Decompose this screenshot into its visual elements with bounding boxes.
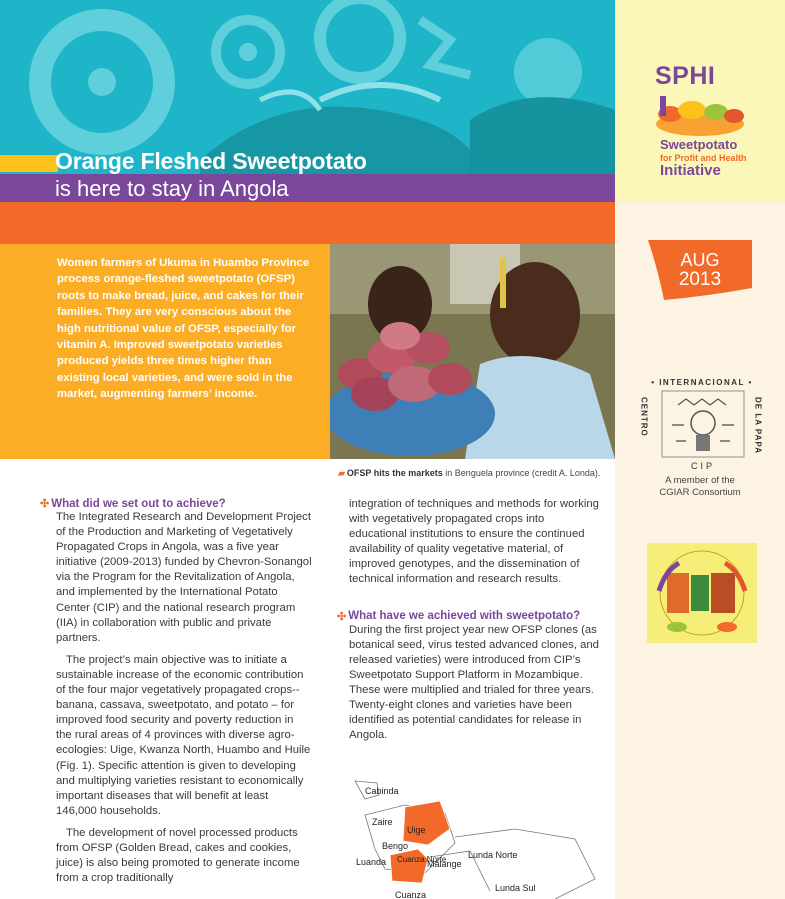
body-column-left [40, 497, 312, 886]
section-heading-goals [40, 497, 312, 510]
svg-text:• INTERNACIONAL •: • INTERNACIONAL • [651, 378, 753, 387]
map-label: Lunda Sul [495, 883, 536, 893]
svg-text:CIP: CIP [690, 461, 716, 471]
date-month: AUG [680, 250, 720, 270]
sphi-name-line1: Sweetpotato [660, 137, 738, 152]
paragraph: During the first project year new OFSP clones (as botanical seed, virus tested advanced clones, and released varieties) were introduced from CIP’s Sweetpotato Support Platform in Mozambique. These were multiplied and trialed for three years. Twenty-eight clones and varieties have been identified as potential candidates for release in Angola. [349, 623, 599, 742]
paragraph: The Integrated Research and Development Project of the Production and Marketing of Vegetatively Propagated Crops in Angola, was a five year initiative (2009-2013) funded by Chevron-Sonangol via the Program for the Revitalization of Angola, and implemented by the International Potato Center (CIP) and the national research program (IIA) in collaboration with public and private partners. [56, 511, 312, 644]
map-label: Cuanza Norte [397, 855, 447, 864]
map-label: Luanda [356, 857, 387, 867]
map-label: Uige [407, 825, 426, 835]
angola-map [345, 777, 600, 899]
photo-caption [338, 468, 600, 479]
sphi-name-line2: for Profit and Health [660, 153, 747, 163]
sphi-logo: SPHI [655, 62, 716, 90]
sweetpotato-basket-icon [650, 92, 750, 140]
cip-caption-line1: A member of the [665, 475, 735, 486]
paragraph: The project’s main objective was to initiate a sustainable increase of the economic contribution of the four major vegetatively propagated crops-- banana, cassava, sweetpotato, and potato – for improved food security and poverty reduction in the rural areas of 4 provinces with diverse agro-ecologies: Uige, Kwanza North, Huambo and Huile (Fig. 1). Specific attention is given to developing and multiplying varieties resistant to economically important diseases that will benefit at least 146,000 households. [56, 653, 311, 817]
paragraph: integration of techniques and methods for working with vegetatively propagated crops into educational institutions to ensure the continued availability of quality vegetative material, of improved genotypes, and the dissemination of technical information and research results. [349, 498, 599, 586]
svg-text:CENTRO: CENTRO [640, 397, 649, 437]
date-tab [648, 240, 752, 300]
page-title: Orange Fleshed Sweetpotato [55, 148, 367, 174]
svg-text:DE LA PAPA: DE LA PAPA [753, 397, 763, 454]
project-logo [647, 543, 757, 643]
map-label: Bengo [382, 841, 409, 851]
photo-caption-bold: OFSP hits the markets [346, 468, 443, 478]
map-label: Lunda Norte [468, 850, 518, 860]
section-heading-achievements [337, 610, 599, 623]
photo-illustration [330, 244, 615, 459]
cip-caption-line2: CGIAR Consortium [659, 487, 741, 498]
map-label: Malange [427, 859, 462, 869]
photo-caption-rest: in Benguela province (credit A. Londa). [442, 468, 601, 478]
section-marker-icon: ✣ [337, 610, 347, 623]
map-label: Zaire [372, 817, 393, 827]
market-photo [330, 244, 615, 459]
intro-text: Women farmers of Ukuma in Huambo Province process orange-fleshed sweetpotato (OFSP) roots to make bread, juice, and cakes for their families. They are very conscious about the high nutritional value of OFSP, especially for vitamin A. Improved sweetpotato varieties produced yields three times higher than existing local varieties, and were sold in the market, augmenting farmers’ income. [57, 257, 310, 401]
section-heading-text: What have we achieved with sweetpotato? [348, 610, 581, 623]
date-year: 2013 [678, 269, 722, 290]
page-subtitle: is here to stay in Angola [55, 176, 289, 201]
paragraph: The development of novel processed products from OFSP (Golden Bread, cakes and cookies, juice) is also being promoted to generate income from a crop traditionally [56, 826, 300, 885]
map-label: Cuanza [395, 890, 427, 899]
cip-caption [615, 475, 785, 499]
sphi-name-line3: Initiative [660, 162, 721, 179]
map-label: Cabinda [365, 786, 399, 796]
section-heading-text: What did we set out to achieve? [51, 497, 226, 510]
yellow-accent-bar [0, 155, 58, 172]
caption-arrow-icon: ▰ [338, 468, 345, 478]
project-seal-icon [647, 543, 757, 643]
cip-logo [640, 375, 765, 475]
title-block [55, 148, 367, 175]
body-column-right [337, 497, 599, 743]
section-marker-icon: ✣ [40, 498, 50, 510]
